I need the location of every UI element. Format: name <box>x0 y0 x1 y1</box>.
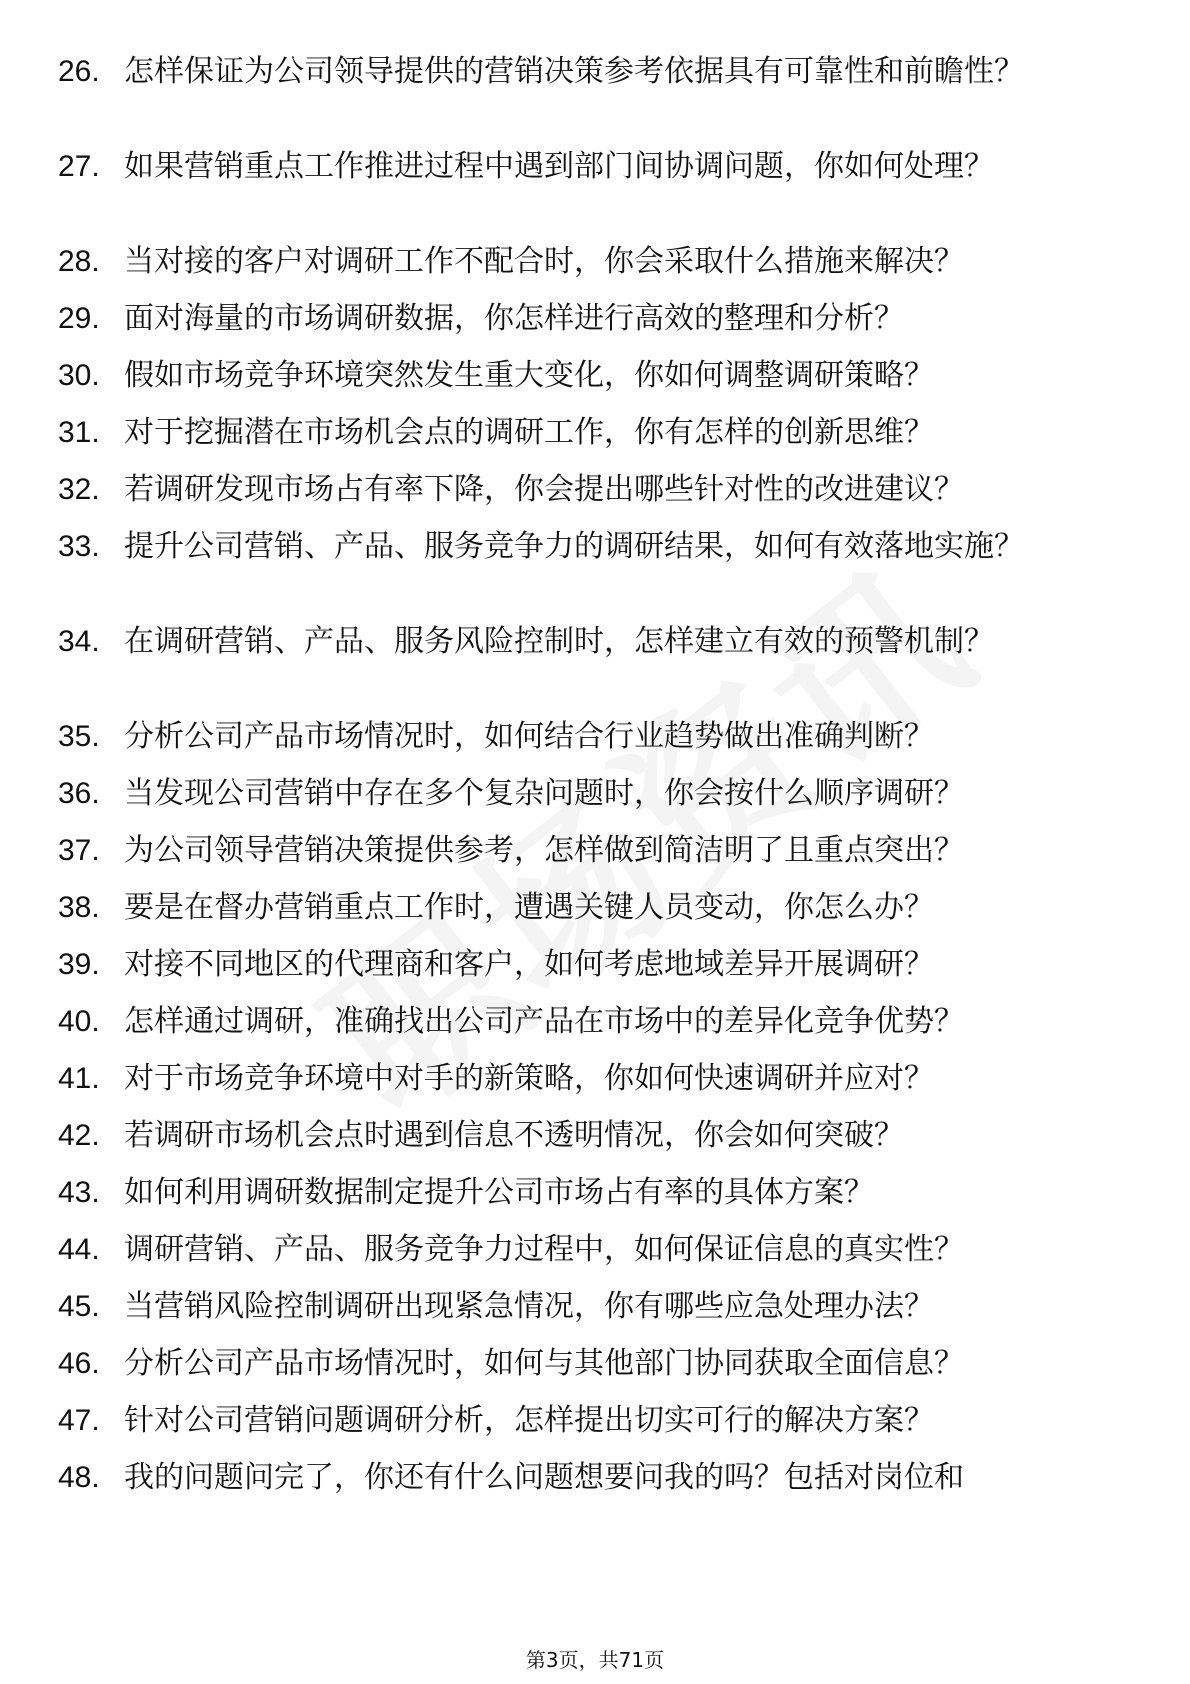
question-text: 怎样通过调研，准确找出公司产品在市场中的差异化竞争优势？ <box>124 1004 964 1039</box>
question-item <box>58 715 1118 758</box>
question-number: 31. <box>58 416 100 449</box>
question-text: 怎样保证为公司领导提供的营销决策参考依据具有可靠性和前瞻性？ <box>124 54 1024 89</box>
question-text: 提升公司营销、产品、服务竞争力的调研结果，如何有效落地实施？ <box>124 529 1024 564</box>
question-text: 调研营销、产品、服务竞争力过程中，如何保证信息的真实性？ <box>124 1232 964 1267</box>
question-item <box>58 1456 1118 1499</box>
question-item <box>58 525 1118 568</box>
question-item <box>58 772 1118 815</box>
question-number: 42. <box>58 1119 100 1152</box>
question-number: 26. <box>58 55 100 88</box>
question-item <box>58 297 1118 340</box>
question-text: 分析公司产品市场情况时，如何结合行业趋势做出准确判断？ <box>124 719 934 754</box>
question-text: 若调研市场机会点时遇到信息不透明情况，你会如何突破？ <box>124 1118 904 1153</box>
question-number: 38. <box>58 891 100 924</box>
question-number: 33. <box>58 530 100 563</box>
question-item <box>58 145 1118 188</box>
question-text: 我的问题问完了，你还有什么问题想要问我的吗？包括对岗位和 <box>124 1460 964 1495</box>
question-text: 如果营销重点工作推进过程中遇到部门间协调问题，你如何处理？ <box>124 149 994 184</box>
question-item <box>58 240 1118 283</box>
question-item <box>58 1399 1118 1442</box>
question-item <box>58 620 1118 663</box>
question-text: 为公司领导营销决策提供参考，怎样做到简洁明了且重点突出？ <box>124 833 964 868</box>
question-text: 当对接的客户对调研工作不配合时，你会采取什么措施来解决？ <box>124 244 964 279</box>
question-number: 30. <box>58 359 100 392</box>
question-number: 48. <box>58 1461 100 1494</box>
question-item <box>58 943 1118 986</box>
question-number: 44. <box>58 1233 100 1266</box>
question-number: 39. <box>58 948 100 981</box>
question-number: 45. <box>58 1290 100 1323</box>
question-item <box>58 1228 1118 1271</box>
question-number: 40. <box>58 1005 100 1038</box>
question-number: 41. <box>58 1062 100 1095</box>
question-text: 对接不同地区的代理商和客户，如何考虑地域差异开展调研？ <box>124 947 934 982</box>
question-number: 37. <box>58 834 100 867</box>
question-text: 面对海量的市场调研数据，你怎样进行高效的整理和分析？ <box>124 301 904 336</box>
question-item <box>58 354 1118 397</box>
question-text: 当发现公司营销中存在多个复杂问题时，你会按什么顺序调研？ <box>124 776 964 811</box>
question-number: 36. <box>58 777 100 810</box>
question-item <box>58 411 1118 454</box>
question-item <box>58 829 1118 872</box>
question-text: 当营销风险控制调研出现紧急情况，你有哪些应急处理办法？ <box>124 1289 934 1324</box>
question-number: 43. <box>58 1176 100 1209</box>
question-text: 若调研发现市场占有率下降，你会提出哪些针对性的改进建议？ <box>124 472 964 507</box>
page-footer: 第3页，共71页 <box>525 1648 665 1672</box>
question-text: 分析公司产品市场情况时，如何与其他部门协同获取全面信息？ <box>124 1346 964 1381</box>
question-text: 如何利用调研数据制定提升公司市场占有率的具体方案？ <box>124 1175 874 1210</box>
question-item <box>58 886 1118 929</box>
question-text: 要是在督办营销重点工作时，遭遇关键人员变动，你怎么办？ <box>124 890 934 925</box>
question-number: 47. <box>58 1404 100 1437</box>
question-item <box>58 1057 1118 1100</box>
question-item <box>58 1114 1118 1157</box>
question-text: 对于挖掘潜在市场机会点的调研工作，你有怎样的创新思维？ <box>124 415 934 450</box>
question-item <box>58 468 1118 511</box>
question-item <box>58 1000 1118 1043</box>
question-item <box>58 1342 1118 1385</box>
question-number: 32. <box>58 473 100 506</box>
question-text: 对于市场竞争环境中对手的新策略，你如何快速调研并应对？ <box>124 1061 934 1096</box>
question-item <box>58 1285 1118 1328</box>
question-item <box>58 50 1118 93</box>
question-number: 35. <box>58 720 100 753</box>
question-text: 针对公司营销问题调研分析，怎样提出切实可行的解决方案？ <box>124 1403 934 1438</box>
question-number: 27. <box>58 150 100 183</box>
question-number: 34. <box>58 625 100 658</box>
question-number: 29. <box>58 302 100 335</box>
question-text: 在调研营销、产品、服务风险控制时，怎样建立有效的预警机制？ <box>124 624 994 659</box>
question-number: 46. <box>58 1347 100 1380</box>
question-item <box>58 1171 1118 1214</box>
question-text: 假如市场竞争环境突然发生重大变化，你如何调整调研策略？ <box>124 358 934 393</box>
question-number: 28. <box>58 245 100 278</box>
